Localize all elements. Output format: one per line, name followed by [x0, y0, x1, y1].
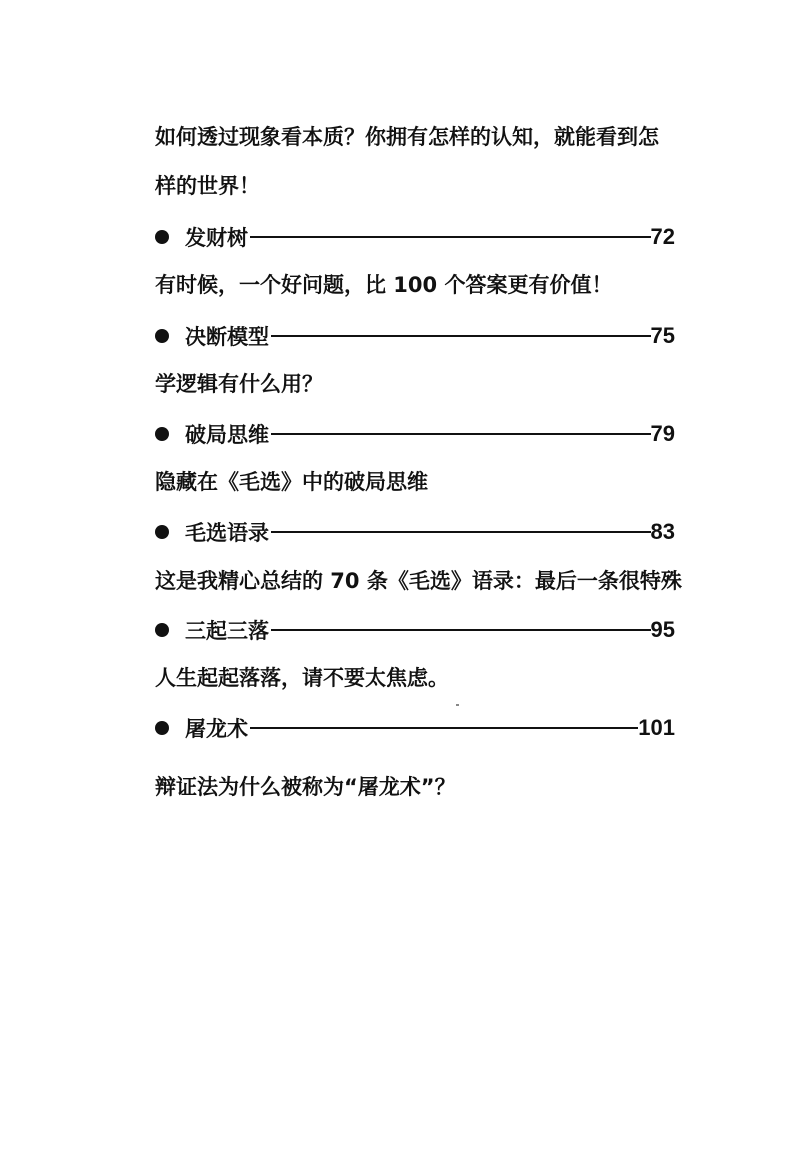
toc-entry-fa-cai-shu[interactable] [155, 222, 675, 252]
toc-entry-tu-long-shu[interactable] [155, 713, 675, 743]
bullet-icon [155, 525, 169, 539]
toc-entry-description: 学逻辑有什么用？ [155, 372, 323, 396]
toc-entry-title: 毛选语录 [185, 521, 269, 545]
toc-page-number: 95 [650, 617, 675, 642]
toc-entry-title: 决断模型 [185, 325, 269, 349]
leader-line [271, 629, 651, 631]
toc-entry-title: 破局思维 [185, 423, 269, 447]
bullet-icon [155, 623, 169, 637]
scan-speck [456, 704, 459, 706]
toc-entry-title: 发财树 [185, 226, 248, 250]
toc-entry-po-ju-si-wei[interactable] [155, 419, 675, 449]
leader-line [271, 335, 651, 337]
bullet-icon [155, 427, 169, 441]
bullet-icon [155, 721, 169, 735]
toc-entry-description: 人生起起落落，请不要太焦虑。 [155, 666, 449, 690]
intro-line-2: 样的世界！ [155, 174, 260, 198]
toc-entry-mao-xuan-yu-lu[interactable] [155, 517, 675, 547]
toc-entry-title: 三起三落 [185, 619, 269, 643]
leader-line [271, 433, 651, 435]
toc-page-number: 75 [650, 323, 675, 348]
toc-entry-description: 辩证法为什么被称为“屠龙术”？ [155, 775, 456, 799]
bullet-icon [155, 230, 169, 244]
toc-entry-description: 隐藏在《毛选》中的破局思维 [155, 470, 428, 494]
toc-page-number: 83 [650, 519, 675, 544]
toc-page-number: 79 [650, 421, 675, 446]
toc-entry-description: 有时候，一个好问题，比 100 个答案更有价值！ [155, 273, 613, 297]
intro-line-1: 如何透过现象看本质？你拥有怎样的认知，就能看到怎 [155, 125, 659, 149]
toc-page-number: 72 [650, 224, 675, 249]
leader-line [271, 531, 651, 533]
toc-entry-san-qi-san-luo[interactable] [155, 615, 675, 645]
bullet-icon [155, 329, 169, 343]
toc-entry-title: 屠龙术 [185, 717, 248, 741]
toc-entry-jue-duan-mo-xing[interactable] [155, 321, 675, 351]
toc-entry-description: 这是我精心总结的 70 条《毛选》语录：最后一条很特殊 [155, 569, 682, 593]
leader-line [250, 236, 651, 238]
toc-page-number: 101 [638, 715, 675, 740]
leader-line [250, 727, 638, 729]
